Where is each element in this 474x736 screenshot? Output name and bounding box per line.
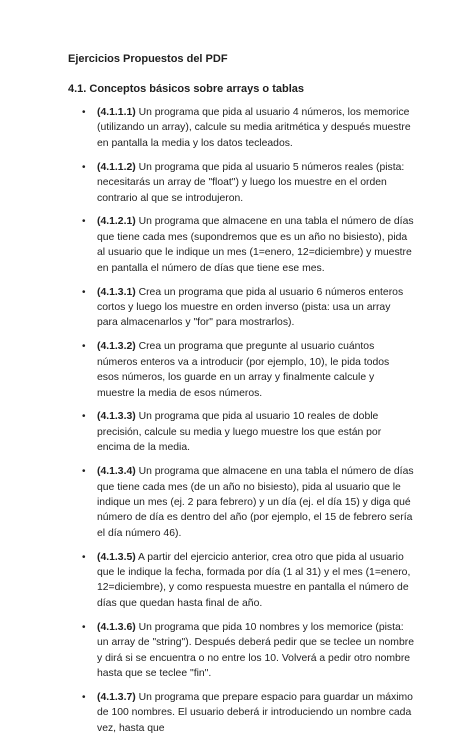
list-item — [68, 339, 414, 401]
exercise-code: (4.1.3.7) — [97, 691, 136, 703]
exercise-code: (4.1.3.2) — [97, 341, 136, 353]
exercise-code: (4.1.2.1) — [97, 216, 136, 228]
bullet-icon: • — [82, 551, 86, 563]
list-item — [68, 464, 414, 541]
exercise-code: (4.1.3.1) — [97, 286, 136, 298]
exercise-text: Un programa que almacene en una tabla el número de días que tiene cada mes (supondremos que es un año no bisiesto), pida al usuario que le indique un mes (1=enero, 12=diciembre) y muestre en pantalla el número de días que tiene ese mes. — [97, 216, 414, 274]
exercise-code: (4.1.3.4) — [97, 466, 136, 478]
document-title: Ejercicios Propuestos del PDF — [68, 53, 228, 65]
bullet-icon: • — [82, 691, 86, 703]
list-item — [68, 620, 414, 682]
bullet-icon: • — [82, 216, 86, 228]
exercise-code: (4.1.3.5) — [97, 551, 136, 563]
exercise-code: (4.1.3.3) — [97, 411, 136, 423]
exercise-text: Un programa que pida 10 nombres y los memorice (pista: un array de "string"). Después deberá pedir que se teclee un nombre y dirá si se encuentra o no entre los 10. Volverá a pedir otro nombre hasta que se teclee "fin". — [97, 621, 414, 679]
list-item — [68, 214, 414, 276]
bullet-icon: • — [82, 107, 86, 118]
list-item — [68, 160, 414, 206]
bullet-icon: • — [82, 161, 86, 173]
list-item — [68, 690, 414, 736]
exercise-text: Un programa que almacene en una tabla el número de días que tiene cada mes (de un año no bisiesto), pida al usuario que le indique un mes (ej. 2 para febrero) y un día (ej. el día 15) y diga qué número de día es dentro del año (por ejemplo, el 15 de febrero sería el día número 46). — [97, 466, 414, 539]
list-item — [68, 285, 414, 331]
bullet-icon: • — [82, 411, 86, 423]
bullet-icon: • — [82, 341, 86, 353]
exercise-text: Crea un programa que pregunte al usuario cuántos números enteros va a introducir (por ejemplo, 10), le pida todos esos números, los guarde en un array y finalmente calcule y muestre la media de esos números. — [97, 341, 390, 399]
bullet-icon: • — [82, 286, 86, 298]
section-title: 4.1. Conceptos básicos sobre arrays o tablas — [68, 83, 304, 95]
exercise-text: Un programa que prepare espacio para guardar un máximo de 100 nombres. El usuario deberá ir introduciendo un nombre cada vez, hasta que — [97, 691, 413, 734]
exercise-text: Un programa que pida al usuario 4 números, los memorice (utilizando un array), calcule su media aritmética y después muestre en pantalla la media y los datos tecleados. — [97, 107, 411, 149]
list-item — [68, 409, 414, 455]
exercise-text: Crea un programa que pida al usuario 6 números enteros cortos y luego los muestre en orden inverso (pista: usa un array para almacenarlos y "for" para mostrarlos). — [97, 286, 404, 329]
exercise-code: (4.1.3.6) — [97, 621, 136, 633]
exercise-list — [68, 105, 414, 736]
list-item — [68, 105, 414, 151]
exercise-code: (4.1.1.1) — [97, 107, 136, 118]
exercise-text: A partir del ejercicio anterior, crea otro que pida al usuario que le indique la fecha, formada por día (1 al 31) y el mes (1=enero, 12=diciembre), y como respuesta muestre en pantalla el número de días que quedan hasta final de año. — [97, 551, 411, 609]
bullet-icon: • — [82, 466, 86, 478]
exercise-text: Un programa que pida al usuario 10 reales de doble precisión, calcule su media y luego muestre los que están por encima de la media. — [97, 411, 382, 454]
exercise-code: (4.1.1.2) — [97, 161, 136, 173]
exercise-text: Un programa que pida al usuario 5 números reales (pista: necesitarás un array de "float") y luego los muestre en el orden contrario al que se introdujeron. — [97, 161, 405, 204]
bullet-icon: • — [82, 621, 86, 633]
list-item — [68, 550, 414, 612]
